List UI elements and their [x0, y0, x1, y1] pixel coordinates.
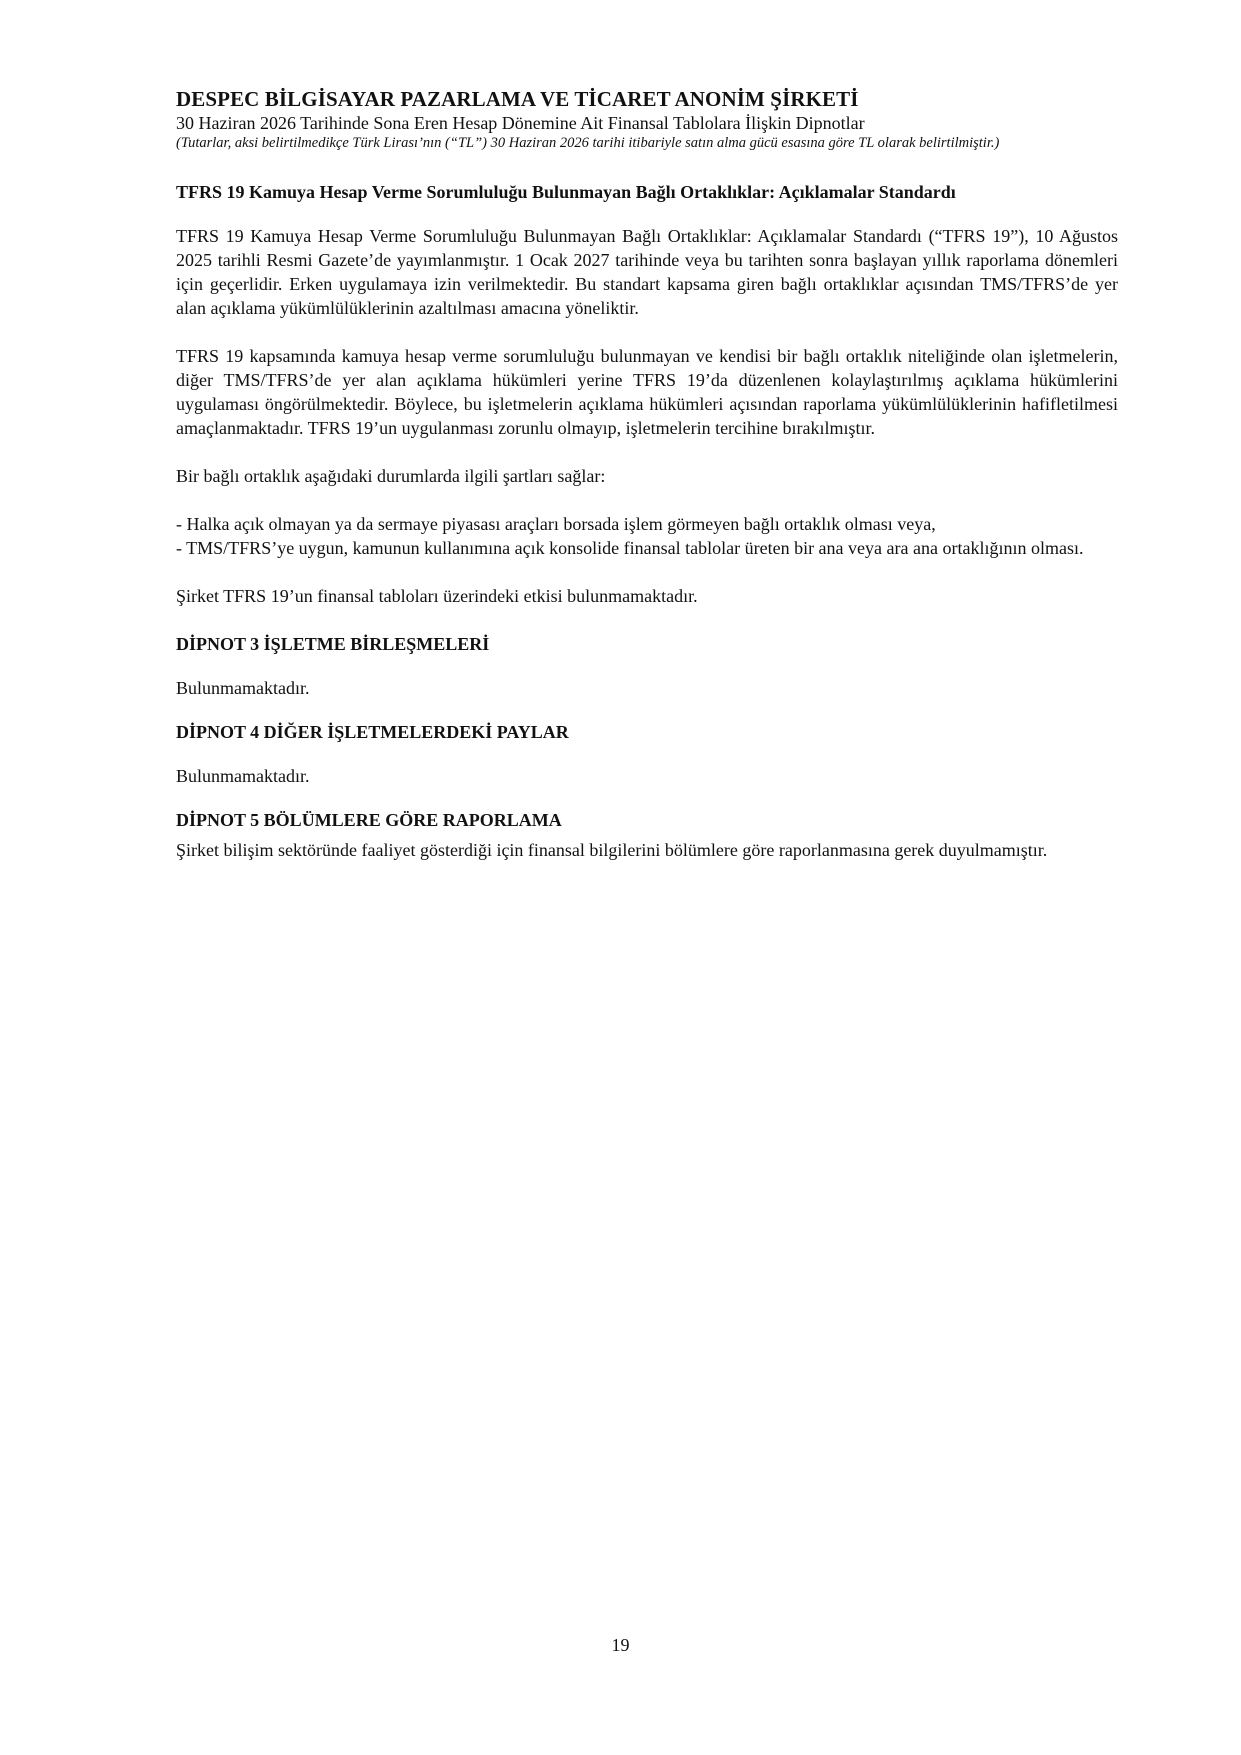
dipnot5-body: Şirket bilişim sektöründe faaliyet gösterdiği için finansal bilgilerini bölümlere göre raporlanmasına gerek duyulmamıştır.	[176, 840, 1048, 860]
list-item: - Halka açık olmayan ya da sermaye piyasası araçları borsada işlem görmeyen bağlı ortaklık olması veya,	[176, 514, 936, 534]
company-name: DESPEC BİLGİSAYAR PAZARLAMA VE TİCARET ANONİM ŞİRKETİ	[176, 87, 859, 111]
report-subtitle: 30 Haziran 2026 Tarihinde Sona Eren Hesap Dönemine Ait Finansal Tablolara İlişkin Dipnotlar	[176, 113, 865, 133]
dipnot4-body: Bulunmamaktadır.	[176, 766, 310, 786]
tfrs19-paragraph-1: TFRS 19 Kamuya Hesap Verme Sorumluluğu Bulunmayan Bağlı Ortaklıklar: Açıklamalar Standardı (“TFRS 19”), 10 Ağustos 2025 tarihli Resmi Gazete’de yayımlanmıştır. 1 Ocak 2027 tarihinde veya bu tarihten sonra başlayan yıllık raporlama dönemleri için geçerlidir. Erken uygulamaya izin verilmektedir. Bu standart kapsama giren bağlı ortaklıklar açısından TMS/TFRS’de yer alan açıklama yükümlülüklerinin azaltılması amacına yöneliktir.	[176, 226, 1118, 318]
page-header	[176, 86, 1136, 153]
dipnot4-heading: DİPNOT 4 DİĞER İŞLETMELERDEKİ PAYLAR	[176, 722, 569, 742]
page-number: 19	[611, 1635, 630, 1655]
tfrs19-conditions-list	[176, 512, 1118, 560]
tfrs19-paragraph-2: TFRS 19 kapsamında kamuya hesap verme sorumluluğu bulunmayan ve kendisi bir bağlı ortaklık niteliğinde olan işletmelerin, diğer TMS/TFRS’de yer alan açıklama hükümleri yerine TFRS 19’da düzenlenen kolaylaştırılmış açıklama hükümlerini uygulaması öngörülmektedir. Böylece, bu işletmelerin açıklama hükümleri açısından raporlama yükümlülüklerinin hafifletilmesi amaçlanmaktadır. TFRS 19’un uygulanması zorunlu olmayıp, işletmelerin tercihine bırakılmıştır.	[176, 346, 1118, 438]
dipnot5-heading: DİPNOT 5 BÖLÜMLERE GÖRE RAPORLAMA	[176, 810, 562, 830]
currency-note: (Tutarlar, aksi belirtilmedikçe Türk Lirası’nın (“TL”) 30 Haziran 2026 tarihi itibariyle satın alma gücü esasına göre TL olarak belirtilmiştir.)	[176, 135, 1000, 151]
tfrs19-paragraph-3: Bir bağlı ortaklık aşağıdaki durumlarda ilgili şartları sağlar:	[176, 466, 606, 486]
tfrs19-heading: TFRS 19 Kamuya Hesap Verme Sorumluluğu Bulunmayan Bağlı Ortaklıklar: Açıklamalar Standardı	[176, 182, 956, 202]
dipnot3-body: Bulunmamaktadır.	[176, 678, 310, 698]
dipnot3-heading: DİPNOT 3 İŞLETME BİRLEŞMELERİ	[176, 634, 490, 654]
list-item: - TMS/TFRS’ye uygun, kamunun kullanımına açık konsolide finansal tablolar üreten bir ana veya ara ana ortaklığının olması.	[176, 538, 1084, 558]
page-content	[176, 180, 1118, 862]
tfrs19-paragraph-4: Şirket TFRS 19’un finansal tabloları üzerindeki etkisi bulunmamaktadır.	[176, 586, 698, 606]
